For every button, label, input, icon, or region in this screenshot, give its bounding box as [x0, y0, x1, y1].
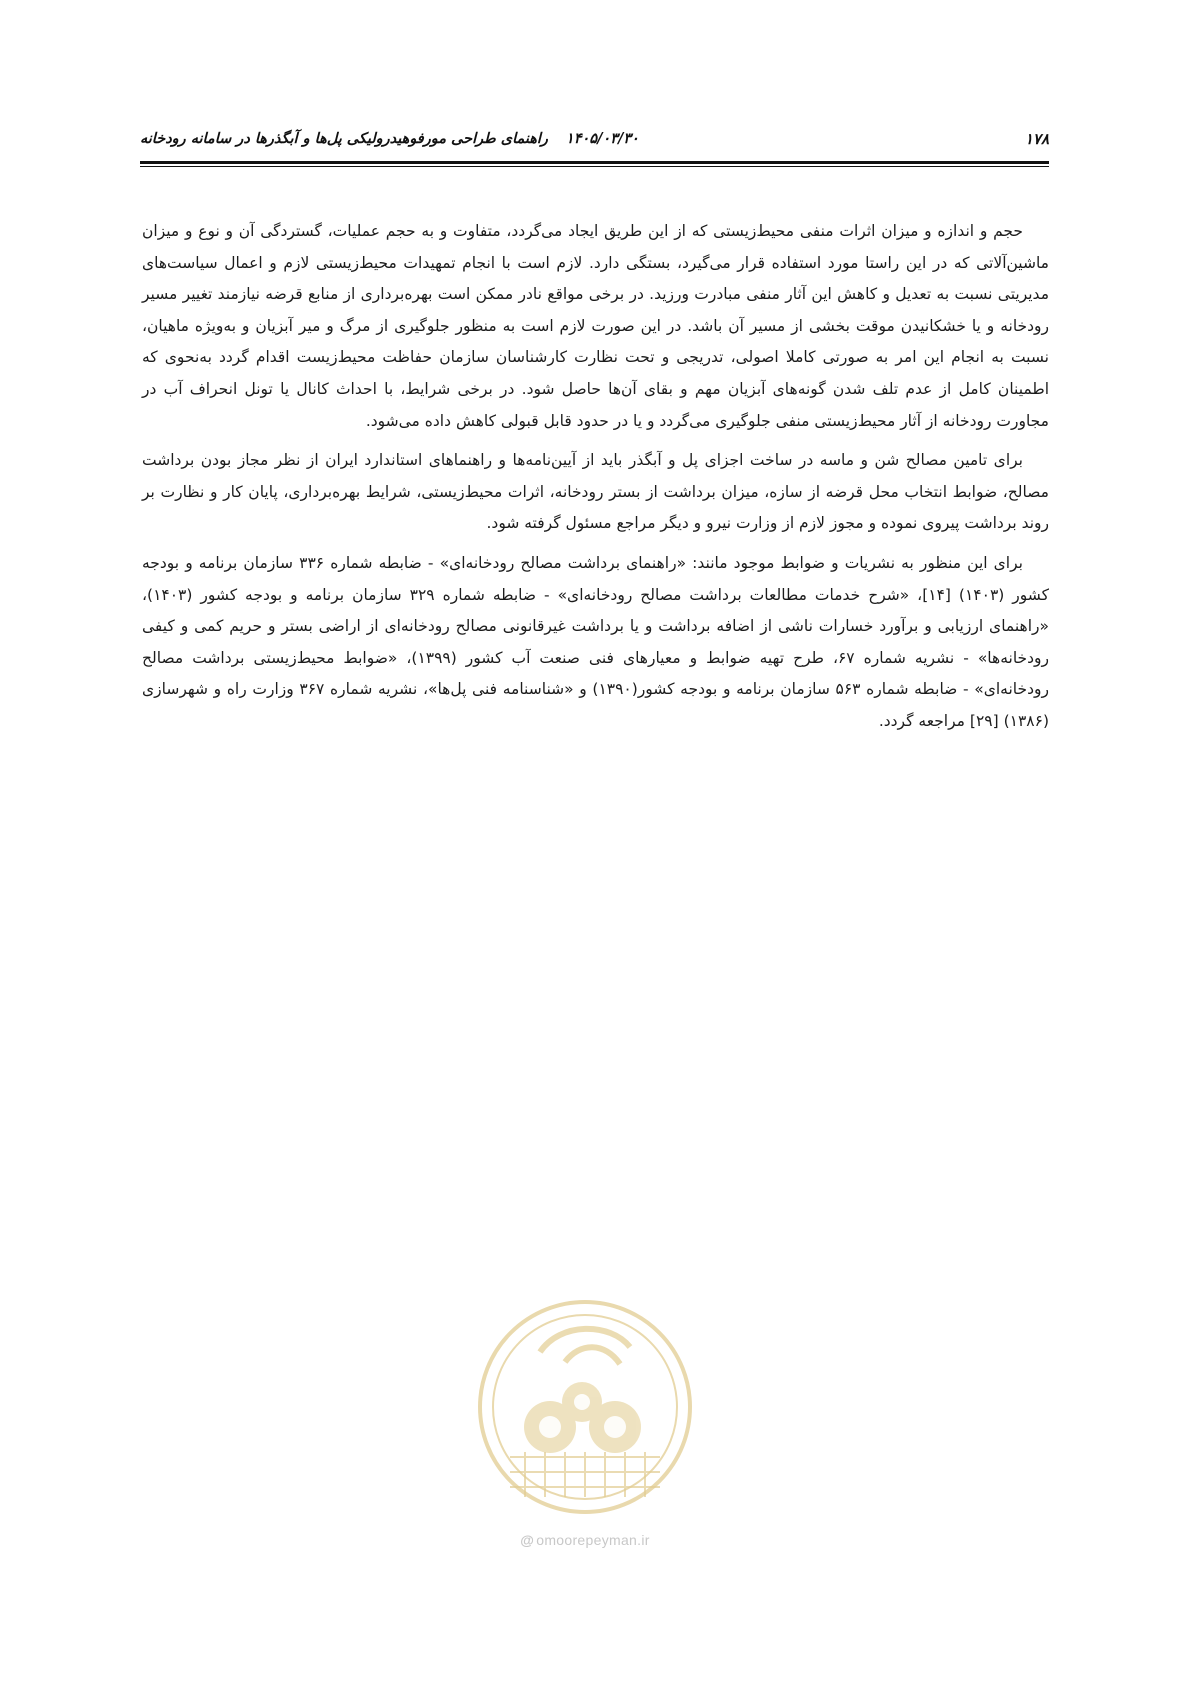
body-text — [142, 216, 1049, 746]
paragraph: برای این منظور به نشریات و ضوابط موجود مانند: «راهنمای برداشت مصالح رودخانه‌ای» - ضابطه شماره ۳۳۶ سازمان برنامه و بودجه کشور (۱۴۰۳) [۱۴]، «شرح خدمات مطالعات برداشت مصالح رودخانه‌ای» - ضابطه شماره ۳۲۹ سازمان برنامه و بودجه کشور (۱۴۰۳)، «راهنمای ارزیابی و برآورد خسارات ناشی از اضافه برداشت و یا برداشت غیرقانونی مصالح رودخانه‌ای از اراضی بستر و حریم کمی و کیفی رودخانه‌ها» - نشریه شماره ۶۷، طرح تهیه ضوابط و معیارهای فنی صنعت آب کشور (۱۳۹۹)، «ضوابط محیط‌زیستی برداشت مصالح رودخانه‌ای» - ضابطه شماره ۵۶۳ سازمان برنامه و بودجه کشور(۱۳۹۰) و «شناسنامه فنی پل‌ها»، نشریه شماره ۳۶۷ وزارت راه و شهرسازی (۱۳۸۶) [۲۹] مراجعه گردد. — [142, 553, 1049, 730]
watermark-url-text: omoorepeyman.ir — [536, 1532, 650, 1548]
at-sign-icon: @ — [520, 1532, 535, 1548]
header-title: راهنمای طراحی مورفوهیدرولیکی پل‌ها و آبگذرها در سامانه رودخانه — [140, 130, 548, 147]
paragraph: حجم و اندازه و میزان اثرات منفی محیط‌زیستی که از این طریق ایجاد می‌گردد، متفاوت و به حجم عملیات، گستردگی آن و نوع و میزان ماشین‌آلاتی که در این راستا مورد استفاده قرار می‌گیرد، بستگی دارد. لازم است با انجام تمهیدات محیط‌زیستی لازم و اعمال سیاست‌های مدیریتی نسبت به تعدیل و کاهش این آثار منفی مبادرت ورزید. در برخی مواقع نادر ممکن است بهره‌برداری از منابع قرضه نیازمند تغییر مسیر رودخانه و یا خشکانیدن موقت بخشی از مسیر آن باشد. در این صورت لازم است به منظور جلوگیری از مرگ و میر آبزیان و به‌ویژه ماهیان، نسبت به انجام این امر به صورتی کاملا اصولی، تدریجی و تحت نظارت کارشناسان سازمان حفاظت محیط‌زیست اقدام گردد به‌نحوی که اطمینان کامل از عدم تلف شدن گونه‌های آبزیان مهم و بقای آن‌ها حاصل شود. در برخی شرایط، با احداث کانال یا تونل انحراف آب در مجاورت رودخانه از آثار محیط‌زیستی منفی جلوگیری می‌گردد و یا در حدود قابل قبولی کاهش داده می‌شود. — [142, 222, 1049, 430]
header-rule — [140, 161, 1049, 167]
page-number: ۱۷۸ — [1024, 130, 1049, 148]
running-title — [140, 130, 639, 147]
watermark-logo — [470, 1292, 700, 1522]
watermark-seal-icon — [470, 1292, 700, 1522]
header-date: ۱۴۰۵/۰۳/۳۰ — [565, 130, 639, 147]
watermark-url — [480, 1532, 690, 1548]
page-header — [140, 130, 1049, 156]
paragraph: برای تامین مصالح شن و ماسه در ساخت اجزای پل و آبگذر باید از آیین‌نامه‌ها و راهنماهای استاندارد ایران از نظر مجاز بودن برداشت مصالح، ضوابط انتخاب محل قرضه از سازه، میزان برداشت از بستر رودخانه، اثرات محیط‌زیستی، شرایط بهره‌برداری، پایان کار و نظارت بر روند برداشت پیروی نموده و مجوز لازم از وزارت نیرو و دیگر مراجع مسئول گرفته شود. — [142, 451, 1049, 533]
